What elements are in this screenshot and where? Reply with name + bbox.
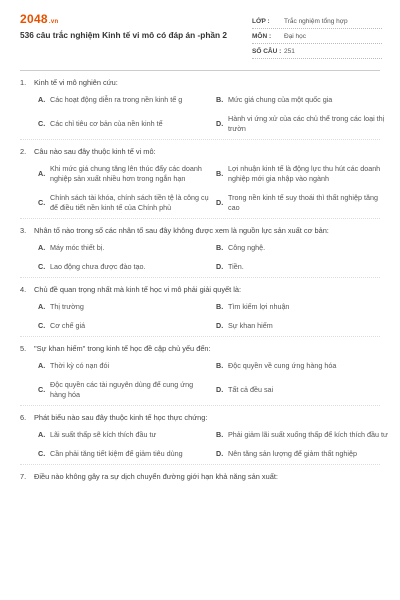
question-text: "Sự khan hiếm" trong kinh tế học đề cập chủ yếu đến: (34, 344, 211, 353)
answer-option[interactable] (38, 243, 210, 253)
answer-options (38, 302, 380, 331)
answer-option[interactable] (216, 95, 388, 105)
option-letter: B. (216, 302, 224, 311)
answer-option[interactable] (216, 262, 388, 272)
meta-row-subject (252, 29, 382, 44)
meta-key: SỐ CÂU : (252, 47, 282, 55)
question-stem (20, 226, 380, 236)
question-5 (20, 344, 380, 400)
question-stem (20, 78, 380, 88)
option-text: Lãi suất thấp sẽ kích thích đầu tư (50, 430, 157, 439)
option-letter: C. (38, 262, 46, 271)
option-letter: B. (216, 169, 224, 178)
answer-option[interactable] (38, 114, 210, 134)
option-text: Các hoạt động diễn ra trong nền kinh tế g (50, 95, 183, 104)
option-text: Tìm kiếm lợi nhuận (228, 302, 290, 311)
option-letter: D. (216, 262, 224, 271)
option-text: Độc quyền về cung ứng hàng hóa (228, 361, 337, 370)
option-text: Khi mức giá chung tăng lên thúc đẩy các doanh nghiệp sản xuất nhiều hơn trong ngắn hạn (50, 164, 202, 183)
option-letter: A. (38, 361, 46, 370)
question-divider (20, 218, 380, 219)
option-letter: A. (38, 302, 46, 311)
question-text: Điều nào không gây ra sự dịch chuyển đường giới hạn khả năng sản xuất: (34, 472, 278, 481)
option-letter: D. (216, 385, 224, 394)
option-letter: C. (38, 449, 46, 458)
site-logo[interactable]: 2048.vn (20, 12, 59, 26)
question-4 (20, 285, 380, 331)
option-text: Độc quyền các tài nguyên dùng để cung ứng hàng hóa (50, 380, 194, 399)
option-text: Công nghệ. (228, 243, 266, 252)
meta-row-count (252, 44, 382, 59)
option-text: Các chỉ tiêu cơ bản của nền kinh tế (50, 119, 163, 128)
question-number: 1. (20, 78, 27, 87)
question-text: Chủ đề quan trọng nhất mà kinh tế học vi mô phải giải quyết là: (34, 285, 242, 294)
option-text: Nên tăng sản lượng để giảm thất nghiệp (228, 449, 358, 458)
answer-option[interactable] (216, 114, 388, 134)
question-text: Nhân tố nào trong số các nhân tố sau đây không được xem là nguồn lực sản xuất cơ bản: (34, 226, 329, 235)
document-header (0, 0, 400, 66)
answer-option[interactable] (38, 449, 210, 459)
meta-value: Đại học (284, 32, 307, 40)
option-letter: B. (216, 361, 224, 370)
answer-options (38, 95, 385, 134)
answer-option[interactable] (38, 302, 210, 312)
answer-option[interactable] (38, 262, 210, 272)
answer-option[interactable] (38, 193, 210, 213)
option-letter: D. (216, 321, 224, 330)
option-letter: C. (38, 119, 46, 128)
option-text: Máy móc thiết bị. (50, 243, 105, 252)
question-stem (20, 472, 380, 482)
question-divider (20, 139, 380, 140)
document-meta (252, 14, 382, 59)
option-text: Hành vi ứng xử của các chủ thể trong các loại thị trườn (228, 114, 385, 133)
option-text: Chính sách tài khóa, chính sách tiền tệ là công cụ để điều tiết nền kinh tế của Chính phủ (50, 193, 209, 212)
option-text: Mức giá chung của một quốc gia (228, 95, 333, 104)
meta-row-class (252, 14, 382, 29)
answer-option[interactable] (216, 380, 388, 400)
option-letter: C. (38, 321, 46, 330)
option-letter: A. (38, 169, 46, 178)
question-7 (20, 472, 380, 482)
question-divider (20, 405, 380, 406)
option-letter: B. (216, 430, 224, 439)
question-text: Câu nào sau đây thuộc kinh tế vi mô: (34, 147, 156, 156)
option-letter: A. (38, 430, 46, 439)
meta-key: LỚP : (252, 17, 270, 25)
question-text: Phát biểu nào sau đây thuộc kinh tế học thực chứng: (34, 413, 208, 422)
option-letter: A. (38, 95, 46, 104)
question-number: 4. (20, 285, 27, 294)
option-letter: D. (216, 198, 224, 207)
option-text: Thị trường (50, 302, 84, 311)
question-stem (20, 285, 380, 295)
meta-value: Trắc nghiệm tổng hợp (284, 17, 348, 25)
answer-option[interactable] (216, 243, 388, 253)
question-divider (20, 336, 380, 337)
meta-key: MÔN : (252, 32, 272, 40)
question-stem (20, 147, 380, 157)
meta-value: 251 (284, 47, 295, 55)
answer-option[interactable] (216, 164, 388, 184)
option-letter: C. (38, 385, 46, 394)
option-text: Thời kỳ có nạn đói (50, 361, 110, 370)
option-letter: D. (216, 119, 224, 128)
question-stem (20, 413, 380, 423)
question-number: 5. (20, 344, 27, 353)
question-2 (20, 147, 380, 213)
question-number: 6. (20, 413, 27, 422)
question-divider (20, 464, 380, 465)
option-letter: B. (216, 243, 224, 252)
answer-option[interactable] (38, 95, 210, 105)
option-text: Tiền. (228, 262, 244, 271)
option-text: Phải giảm lãi suất xuống thấp để kích thích đầu tư (228, 430, 388, 439)
option-text: Sự khan hiếm (228, 321, 273, 330)
question-text: Kinh tế vi mô nghiên cứu: (34, 78, 118, 87)
option-letter: B. (216, 95, 224, 104)
answer-option[interactable] (38, 164, 210, 184)
option-text: Cơ chế giá (50, 321, 86, 330)
option-text: Lợi nhuận kinh tế là động lực thu hút các doanh nghiệp mới gia nhập vào ngành (228, 164, 381, 183)
option-letter: C. (38, 198, 46, 207)
option-letter: A. (38, 243, 46, 252)
answer-option[interactable] (216, 430, 388, 440)
answer-options (38, 243, 380, 272)
question-1 (20, 78, 385, 134)
answer-options (38, 430, 388, 459)
answer-options (38, 164, 380, 213)
header-divider (20, 70, 380, 71)
question-stem (20, 344, 380, 354)
answer-option[interactable] (216, 193, 388, 213)
answer-option[interactable] (38, 380, 210, 400)
document-title: 536 câu trắc nghiệm Kinh tế vi mô có đáp án -phần 2 (20, 30, 228, 40)
answer-option[interactable] (216, 449, 388, 459)
answer-option[interactable] (216, 321, 388, 331)
answer-options (38, 361, 380, 400)
option-text: Trong nền kinh tế suy thoái thì thất nghiệp tăng cao (228, 193, 378, 212)
answer-option[interactable] (216, 361, 388, 371)
question-list (20, 78, 388, 489)
answer-option[interactable] (38, 321, 210, 331)
question-number: 2. (20, 147, 27, 156)
answer-option[interactable] (38, 361, 210, 371)
question-6 (20, 413, 388, 459)
option-text: Tất cả đều sai (228, 385, 274, 394)
question-divider (20, 277, 380, 278)
question-number: 3. (20, 226, 27, 235)
option-text: Lao động chưa được đào tạo. (50, 262, 146, 271)
answer-option[interactable] (216, 302, 388, 312)
option-text: Cần phải tăng tiết kiệm để giảm tiêu dùng (50, 449, 183, 458)
question-3 (20, 226, 380, 272)
answer-option[interactable] (38, 430, 210, 440)
question-number: 7. (20, 472, 27, 481)
option-letter: D. (216, 449, 224, 458)
